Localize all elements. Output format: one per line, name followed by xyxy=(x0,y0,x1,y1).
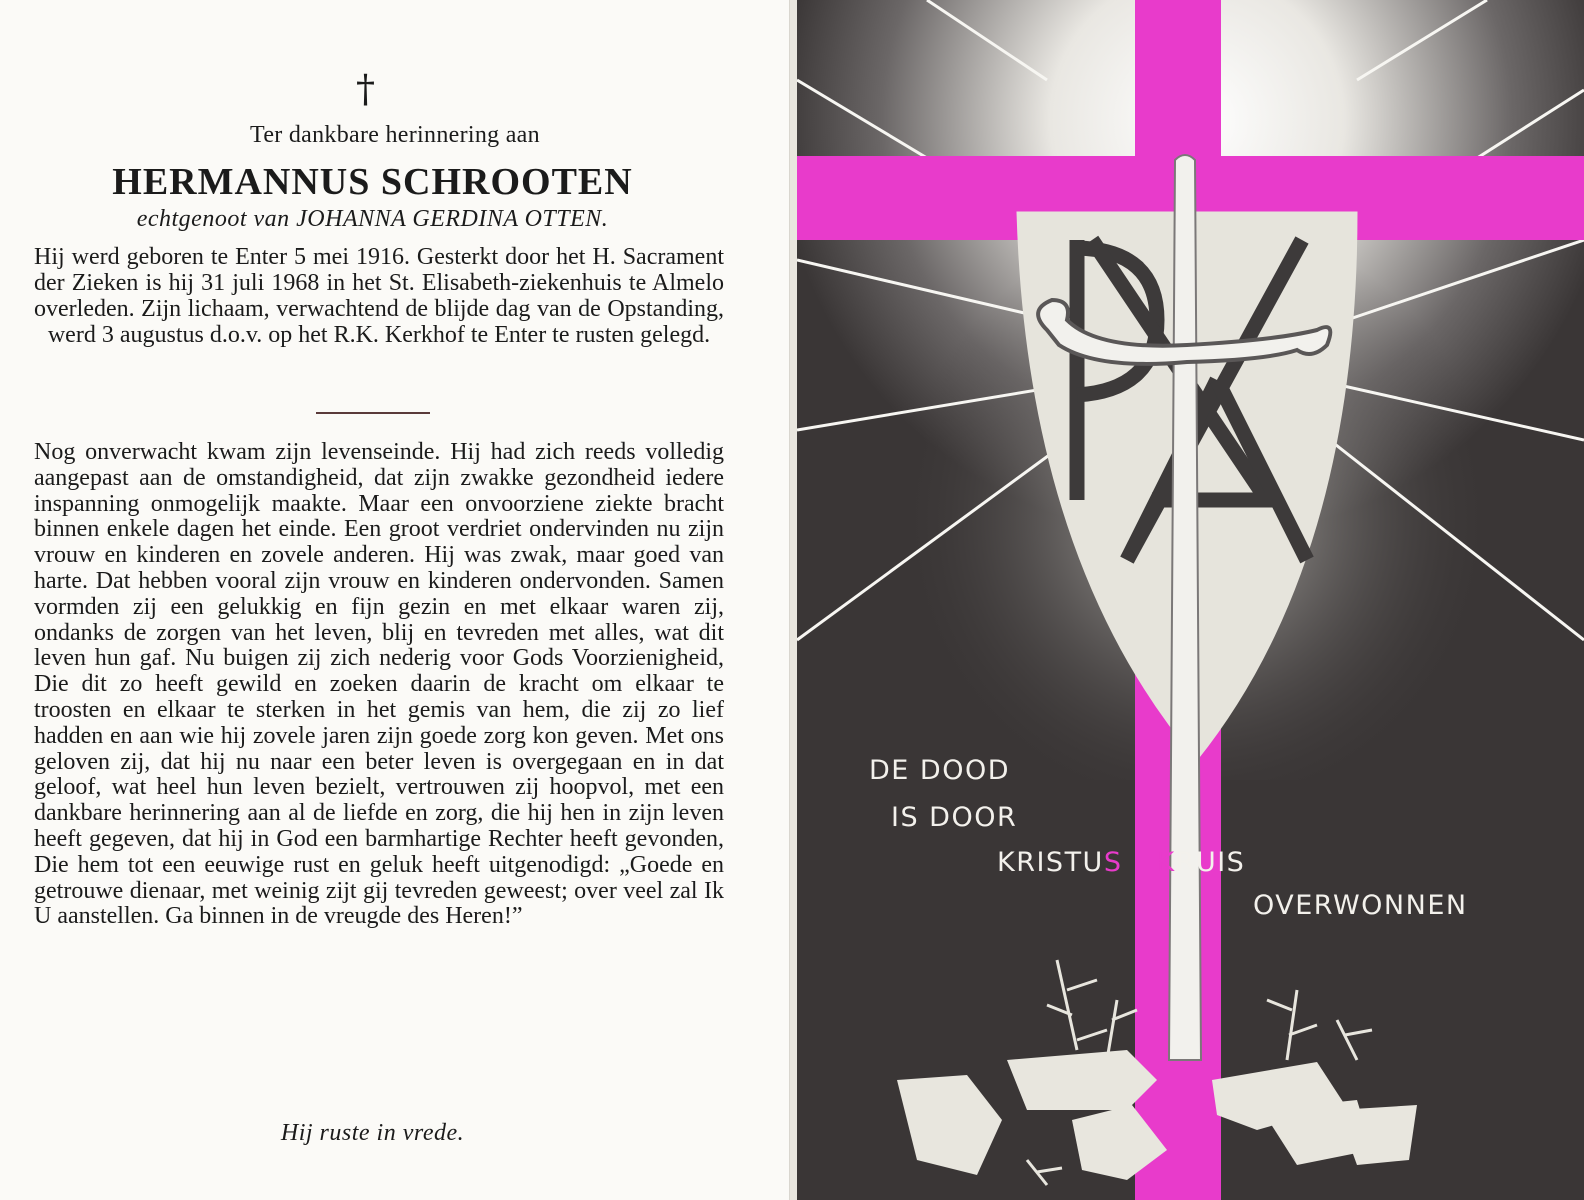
cross-sword-illustration xyxy=(797,0,1584,1200)
motto-line-1: DE DOOD xyxy=(869,755,1011,786)
closing-line: Hij ruste in vrede. xyxy=(280,1120,465,1146)
motto-line-4: OVERWONNEN xyxy=(1253,890,1468,921)
intro-line: Ter dankbare herinnering aan xyxy=(250,122,540,148)
motto-letter-s: S xyxy=(1103,847,1123,878)
motto-word-kristus: KRISTU xyxy=(997,847,1104,878)
eulogy-paragraph: Nog onverwacht kwam zijn levenseinde. Hij had zich reeds volledig aangepast aan de omstandigheid, dat zijn zwakke gezondheid iedere inspanning onmogelijk maakte. Maar een onvoorziene ziekte bracht binnen enkele dagen het einde. Een groot verdriet ondervinden nu zijn vrouw en kinderen en zovele anderen. Hij was zwak, maar goed van harte. Dat hebben vooral zijn vrouw en kinderen ondervonden. Samen vormden zij een gelukkig en fijn gezin en met elkaar waren zij, ondanks de zorgen van het leven, blij en tevreden met alles, wat dit leven hun gaf. Nu buigen zij zich nederig voor Gods Voorzienigheid, Die dit zo heeft gewild en zoeken daarin de kracht om elkaar te troosten en elkaar te sterken in het gemis van hem, die zij zo lief hadden en aan wie hij zovele jaren zijn goede zorg kon geven. Met ons geloven zij, dat hij nu naar een beter leven is overgegaan en in dat geloof, wat heel hun leven bezielt, vertrouwen zij hoopvol, met een dankbare herinnering aan al de liefde en zorg, die hij hen in zijn leven heeft gegeven, dat hij in God een barmhartige Rechter heeft gevonden, Die hem tot een eeuwige rust en geluk heeft uitgenodigd: „Goede en getrouwe dienaar, met weinig zijt gij tevreden geweest; over veel zal Ik U aanstellen. Ga binnen in de vreugde des Heren!” xyxy=(34,439,724,930)
motto-letter-k: K xyxy=(1156,847,1176,878)
divider xyxy=(316,412,430,414)
motto-word-kruis: RUIS xyxy=(1175,847,1246,878)
motto-line-2: IS DOOR xyxy=(891,802,1018,833)
deceased-name: HERMANNUS SCHROOTEN xyxy=(112,161,633,203)
image-panel xyxy=(797,0,1584,1200)
motto-line-3 xyxy=(997,847,1245,878)
text-panel xyxy=(0,0,790,1200)
biography-paragraph: Hij werd geboren te Enter 5 mei 1916. Gesterkt door het H. Sacrament der Zieken is hij 31 juli 1968 in het St. Elisabeth-ziekenhuis te Almelo overleden. Zijn lichaam, verwachtend de blijde dag van de Opstanding, werd 3 augustus d.o.v. op het R.K. Kerkhof te Enter te rusten gelegd. xyxy=(34,244,724,348)
spouse-line: echtgenoot van JOHANNA GERDINA OTTEN. xyxy=(136,206,609,232)
cross-icon: † xyxy=(356,67,375,111)
